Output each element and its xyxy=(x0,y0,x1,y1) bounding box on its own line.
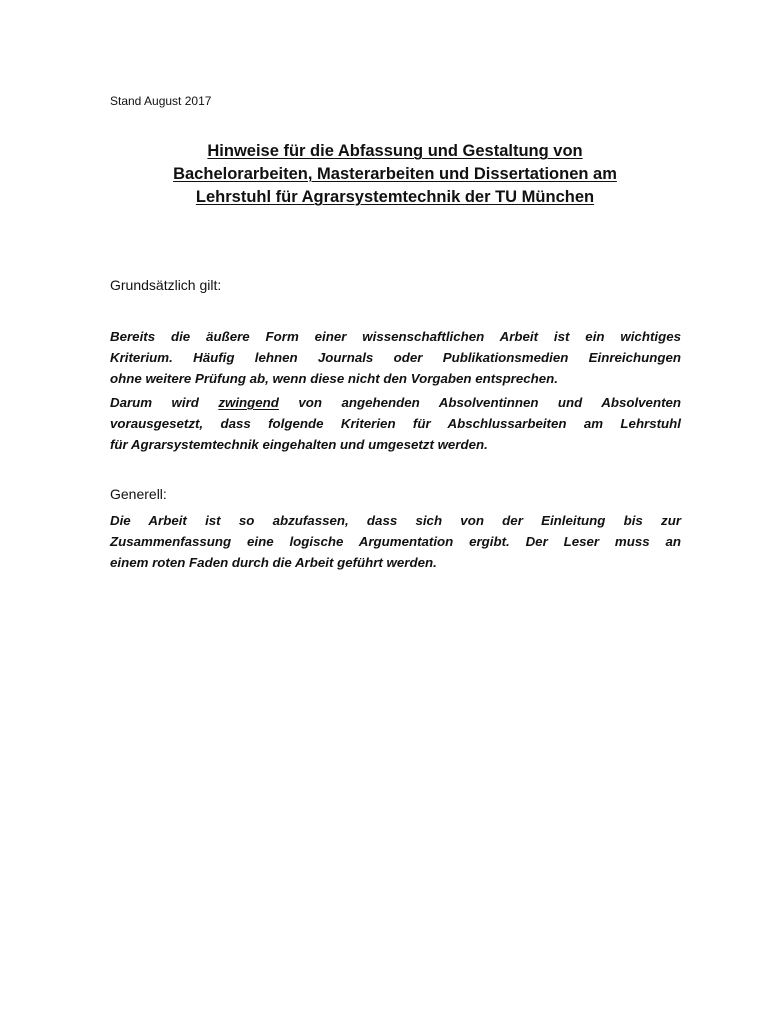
paragraph-line: ohne weitere Prüfung ab, wenn diese nicht den Vorgaben entsprechen. xyxy=(110,371,558,386)
paragraph-line: Die Arbeit ist so abzufassen, dass sich von der Einleitung bis zur xyxy=(110,513,681,528)
paragraph-argumentation xyxy=(110,510,681,573)
paragraph-line xyxy=(110,392,681,413)
document-title xyxy=(110,140,680,209)
section-label-generell: Generell: xyxy=(110,486,167,502)
text-segment: Darum wird xyxy=(110,395,199,410)
paragraph-line: vorausgesetzt, dass folgende Kriterien für Abschlussarbeiten am Lehrstuhl xyxy=(110,416,681,431)
title-line-2: Bachelorarbeiten, Masterarbeiten und Dissertationen am xyxy=(173,165,617,183)
paragraph-requirements xyxy=(110,392,681,455)
document-date: Stand August 2017 xyxy=(110,94,212,108)
paragraph-line: Bereits die äußere Form einer wissenschaftlichen Arbeit ist ein wichtiges xyxy=(110,329,681,344)
paragraph-form-criterion xyxy=(110,326,681,389)
paragraph-line: für Agrarsystemtechnik eingehalten und umgesetzt werden. xyxy=(110,437,488,452)
paragraph-line: einem roten Faden durch die Arbeit geführt werden. xyxy=(110,555,437,570)
title-line-3: Lehrstuhl für Agrarsystemtechnik der TU München xyxy=(195,188,595,206)
paragraph-line: Kriterium. Häufig lehnen Journals oder Publikationsmedien Einreichungen xyxy=(110,350,681,365)
emphasis-zwingend: zwingend xyxy=(218,395,279,410)
section-label-grundsaetzlich: Grundsätzlich gilt: xyxy=(110,277,222,293)
paragraph-line: Zusammenfassung eine logische Argumentation ergibt. Der Leser muss an xyxy=(110,534,681,549)
text-segment: von angehenden Absolventinnen und Absolventen xyxy=(298,395,682,410)
title-line-1: Hinweise für die Abfassung und Gestaltung von xyxy=(207,142,583,160)
